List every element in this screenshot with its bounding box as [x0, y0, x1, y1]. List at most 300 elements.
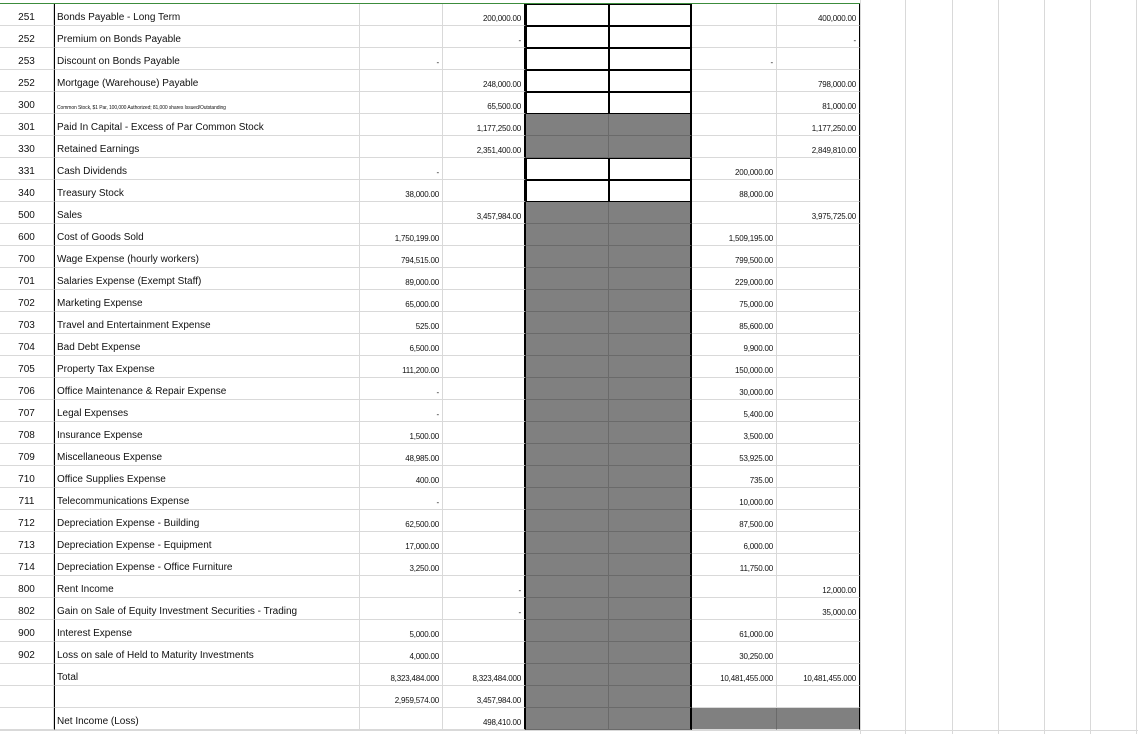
amount-cell-b[interactable]	[360, 334, 443, 356]
amount-cell-c[interactable]	[443, 708, 526, 730]
amount-cell-g[interactable]	[777, 4, 860, 26]
account-description-cell[interactable]	[54, 70, 360, 92]
amount-cell-f[interactable]	[692, 48, 777, 70]
amount-cell-g[interactable]	[777, 422, 860, 444]
amount-cell-d[interactable]	[526, 114, 609, 136]
account-description-cell[interactable]	[54, 114, 360, 136]
amount-cell-g[interactable]	[777, 686, 860, 708]
account-description-cell[interactable]	[54, 268, 360, 290]
amount-cell-e[interactable]	[609, 26, 692, 48]
amount-cell-b[interactable]	[360, 246, 443, 268]
amount-cell-e[interactable]	[609, 642, 692, 664]
amount-cell-f[interactable]	[692, 224, 777, 246]
amount-cell-d[interactable]	[526, 444, 609, 466]
amount-cell-d[interactable]	[526, 510, 609, 532]
amount-cell-f[interactable]	[692, 422, 777, 444]
account-number-cell[interactable]	[0, 312, 54, 334]
amount-cell-c[interactable]	[443, 664, 526, 686]
amount-cell-g[interactable]	[777, 26, 860, 48]
amount-cell-f[interactable]	[692, 598, 777, 620]
amount-cell-f[interactable]	[692, 642, 777, 664]
amount-cell-e[interactable]	[609, 70, 692, 92]
amount-cell-c[interactable]	[443, 378, 526, 400]
amount-cell-g[interactable]	[777, 114, 860, 136]
account-description-cell[interactable]	[54, 708, 360, 730]
amount-cell-e[interactable]	[609, 708, 692, 730]
description-text: Total	[57, 672, 79, 683]
amount-cell-c[interactable]	[443, 114, 526, 136]
amount-cell-g[interactable]	[777, 92, 860, 114]
amount-cell-e[interactable]	[609, 554, 692, 576]
account-text: 900	[18, 628, 35, 639]
amount-cell-e[interactable]	[609, 378, 692, 400]
amount-cell-d[interactable]	[526, 158, 609, 180]
amount-cell-g[interactable]	[777, 312, 860, 334]
amount-cell-f[interactable]	[692, 620, 777, 642]
amount-cell-g[interactable]	[777, 290, 860, 312]
amount-cell-d[interactable]	[526, 422, 609, 444]
account-number-cell[interactable]	[0, 26, 54, 48]
amount-cell-f[interactable]	[692, 4, 777, 26]
amount-cell-b[interactable]	[360, 136, 443, 158]
amount-cell-d[interactable]	[526, 576, 609, 598]
amount-cell-f[interactable]	[692, 554, 777, 576]
account-description-cell[interactable]	[54, 532, 360, 554]
amount-cell-b[interactable]	[360, 488, 443, 510]
account-description-cell[interactable]	[54, 136, 360, 158]
amount-cell-c[interactable]	[443, 686, 526, 708]
amount-cell-g[interactable]	[777, 532, 860, 554]
account-number-cell[interactable]	[0, 180, 54, 202]
table-row	[0, 488, 1138, 510]
amount-cell-d[interactable]	[526, 70, 609, 92]
account-description-cell[interactable]	[54, 312, 360, 334]
amount-cell-b[interactable]	[360, 422, 443, 444]
amount-cell-g[interactable]	[777, 180, 860, 202]
account-description-cell[interactable]	[54, 180, 360, 202]
amount-cell-b[interactable]	[360, 642, 443, 664]
amount-cell-e[interactable]	[609, 510, 692, 532]
amount-cell-f[interactable]	[692, 334, 777, 356]
amount-cell-d[interactable]	[526, 334, 609, 356]
description-text: Telecommunications Expense	[57, 496, 190, 507]
account-text: 703	[18, 320, 35, 331]
amount-cell-g[interactable]	[777, 202, 860, 224]
amount-cell-d[interactable]	[526, 532, 609, 554]
amount-cell-g[interactable]	[777, 334, 860, 356]
amount-cell-g[interactable]	[777, 158, 860, 180]
amount-cell-b[interactable]	[360, 664, 443, 686]
account-number-cell[interactable]	[0, 268, 54, 290]
amount-cell-d[interactable]	[526, 598, 609, 620]
amount-cell-c[interactable]	[443, 290, 526, 312]
account-text: 708	[18, 430, 35, 441]
account-description-cell[interactable]	[54, 466, 360, 488]
amount-text: 38,000.00	[405, 190, 439, 199]
amount-cell-b[interactable]	[360, 180, 443, 202]
amount-cell-b[interactable]	[360, 158, 443, 180]
amount-cell-c[interactable]	[443, 158, 526, 180]
amount-cell-b[interactable]	[360, 620, 443, 642]
amount-text: -	[436, 410, 439, 419]
account-text: 252	[18, 78, 35, 89]
account-description-cell[interactable]	[54, 400, 360, 422]
amount-cell-e[interactable]	[609, 356, 692, 378]
amount-cell-e[interactable]	[609, 422, 692, 444]
account-number-cell[interactable]	[0, 510, 54, 532]
account-text: 705	[18, 364, 35, 375]
account-number-cell[interactable]	[0, 400, 54, 422]
account-number-cell[interactable]	[0, 466, 54, 488]
amount-cell-d[interactable]	[526, 620, 609, 642]
amount-cell-b[interactable]	[360, 576, 443, 598]
amount-cell-g[interactable]	[777, 356, 860, 378]
amount-cell-d[interactable]	[526, 136, 609, 158]
description-text: Legal Expenses	[57, 408, 129, 419]
amount-cell-g[interactable]	[777, 466, 860, 488]
account-number-cell[interactable]	[0, 488, 54, 510]
amount-cell-g[interactable]	[777, 620, 860, 642]
description-text: Retained Earnings	[57, 144, 140, 155]
amount-cell-c[interactable]	[443, 246, 526, 268]
amount-cell-f[interactable]	[692, 246, 777, 268]
amount-text: 400,000.00	[817, 14, 856, 23]
amount-cell-d[interactable]	[526, 642, 609, 664]
amount-cell-c[interactable]	[443, 312, 526, 334]
amount-cell-d[interactable]	[526, 686, 609, 708]
account-description-cell[interactable]	[54, 576, 360, 598]
amount-text: 248,000.00	[482, 80, 521, 89]
account-description-cell[interactable]	[54, 224, 360, 246]
account-number-cell[interactable]	[0, 664, 54, 686]
amount-cell-b[interactable]	[360, 202, 443, 224]
amount-cell-b[interactable]	[360, 48, 443, 70]
amount-cell-c[interactable]	[443, 180, 526, 202]
amount-cell-c[interactable]	[443, 136, 526, 158]
amount-cell-c[interactable]	[443, 334, 526, 356]
amount-cell-b[interactable]	[360, 312, 443, 334]
amount-cell-e[interactable]	[609, 400, 692, 422]
account-description-cell[interactable]	[54, 356, 360, 378]
amount-cell-e[interactable]	[609, 92, 692, 114]
account-description-cell[interactable]	[54, 290, 360, 312]
amount-cell-d[interactable]	[526, 356, 609, 378]
account-number-cell[interactable]	[0, 136, 54, 158]
amount-cell-b[interactable]	[360, 26, 443, 48]
amount-cell-d[interactable]	[526, 48, 609, 70]
amount-cell-c[interactable]	[443, 598, 526, 620]
account-number-cell[interactable]	[0, 620, 54, 642]
amount-cell-f[interactable]	[692, 488, 777, 510]
amount-cell-b[interactable]	[360, 400, 443, 422]
amount-cell-b[interactable]	[360, 290, 443, 312]
amount-cell-e[interactable]	[609, 686, 692, 708]
account-number-cell[interactable]	[0, 708, 54, 730]
account-number-cell[interactable]	[0, 224, 54, 246]
amount-cell-e[interactable]	[609, 246, 692, 268]
amount-cell-g[interactable]	[777, 664, 860, 686]
amount-cell-d[interactable]	[526, 92, 609, 114]
amount-cell-d[interactable]	[526, 488, 609, 510]
amount-cell-c[interactable]	[443, 554, 526, 576]
account-description-cell[interactable]	[54, 334, 360, 356]
account-description-cell[interactable]	[54, 598, 360, 620]
amount-cell-b[interactable]	[360, 224, 443, 246]
account-number-cell[interactable]	[0, 290, 54, 312]
amount-cell-e[interactable]	[609, 466, 692, 488]
account-number-cell[interactable]	[0, 158, 54, 180]
amount-cell-e[interactable]	[609, 224, 692, 246]
amount-cell-f[interactable]	[692, 576, 777, 598]
table-row	[0, 554, 1138, 576]
amount-cell-d[interactable]	[526, 378, 609, 400]
amount-text: -	[518, 36, 521, 45]
amount-cell-c[interactable]	[443, 510, 526, 532]
amount-cell-f[interactable]	[692, 268, 777, 290]
account-description-cell[interactable]	[54, 620, 360, 642]
amount-cell-e[interactable]	[609, 334, 692, 356]
amount-cell-g[interactable]	[777, 48, 860, 70]
amount-cell-d[interactable]	[526, 246, 609, 268]
account-number-cell[interactable]	[0, 70, 54, 92]
amount-cell-f[interactable]	[692, 114, 777, 136]
amount-cell-d[interactable]	[526, 4, 609, 26]
amount-text: 1,177,250.00	[811, 124, 856, 133]
amount-cell-d[interactable]	[526, 664, 609, 686]
amount-cell-f[interactable]	[692, 400, 777, 422]
amount-text: 4,000.00	[409, 652, 439, 661]
amount-text: 3,500.00	[743, 432, 773, 441]
amount-text: 5,400.00	[743, 410, 773, 419]
account-description-cell[interactable]	[54, 26, 360, 48]
amount-cell-c[interactable]	[443, 4, 526, 26]
account-number-cell[interactable]	[0, 444, 54, 466]
account-number-cell[interactable]	[0, 532, 54, 554]
amount-cell-b[interactable]	[360, 268, 443, 290]
amount-cell-f[interactable]	[692, 444, 777, 466]
amount-cell-c[interactable]	[443, 268, 526, 290]
amount-cell-c[interactable]	[443, 620, 526, 642]
account-description-cell[interactable]	[54, 642, 360, 664]
account-text: 709	[18, 452, 35, 463]
amount-cell-f[interactable]	[692, 356, 777, 378]
amount-cell-c[interactable]	[443, 70, 526, 92]
amount-cell-d[interactable]	[526, 224, 609, 246]
amount-cell-b[interactable]	[360, 114, 443, 136]
amount-cell-g[interactable]	[777, 642, 860, 664]
amount-cell-g[interactable]	[777, 576, 860, 598]
amount-cell-e[interactable]	[609, 202, 692, 224]
amount-cell-e[interactable]	[609, 290, 692, 312]
account-number-cell[interactable]	[0, 246, 54, 268]
amount-cell-e[interactable]	[609, 664, 692, 686]
amount-cell-b[interactable]	[360, 598, 443, 620]
amount-cell-b[interactable]	[360, 686, 443, 708]
amount-cell-e[interactable]	[609, 620, 692, 642]
amount-cell-g[interactable]	[777, 488, 860, 510]
amount-cell-f[interactable]	[692, 312, 777, 334]
amount-cell-g[interactable]	[777, 224, 860, 246]
amount-cell-g[interactable]	[777, 268, 860, 290]
amount-cell-f[interactable]	[692, 664, 777, 686]
amount-cell-b[interactable]	[360, 532, 443, 554]
amount-cell-c[interactable]	[443, 224, 526, 246]
account-number-cell[interactable]	[0, 422, 54, 444]
amount-cell-d[interactable]	[526, 180, 609, 202]
amount-cell-f[interactable]	[692, 686, 777, 708]
amount-text: 799,500.00	[734, 256, 773, 265]
amount-cell-e[interactable]	[609, 598, 692, 620]
amount-cell-f[interactable]	[692, 532, 777, 554]
amount-cell-c[interactable]	[443, 48, 526, 70]
amount-cell-f[interactable]	[692, 378, 777, 400]
amount-cell-f[interactable]	[692, 708, 777, 730]
amount-cell-d[interactable]	[526, 290, 609, 312]
table-row	[0, 378, 1138, 400]
amount-cell-c[interactable]	[443, 444, 526, 466]
amount-cell-f[interactable]	[692, 70, 777, 92]
amount-cell-c[interactable]	[443, 202, 526, 224]
amount-cell-e[interactable]	[609, 158, 692, 180]
amount-text: 65,500.00	[487, 102, 521, 111]
account-description-cell[interactable]	[54, 48, 360, 70]
amount-cell-c[interactable]	[443, 576, 526, 598]
account-number-cell[interactable]	[0, 356, 54, 378]
account-number-cell[interactable]	[0, 686, 54, 708]
account-description-cell[interactable]	[54, 444, 360, 466]
amount-text: 11,750.00	[739, 564, 773, 573]
amount-text: -	[436, 168, 439, 177]
amount-cell-b[interactable]	[360, 4, 443, 26]
amount-cell-b[interactable]	[360, 378, 443, 400]
account-text: 340	[18, 188, 35, 199]
account-number-cell[interactable]	[0, 48, 54, 70]
amount-cell-g[interactable]	[777, 510, 860, 532]
amount-cell-c[interactable]	[443, 642, 526, 664]
account-text: 300	[18, 100, 35, 111]
amount-cell-c[interactable]	[443, 532, 526, 554]
amount-cell-c[interactable]	[443, 400, 526, 422]
account-description-cell[interactable]	[54, 554, 360, 576]
amount-cell-d[interactable]	[526, 708, 609, 730]
amount-cell-b[interactable]	[360, 510, 443, 532]
amount-cell-e[interactable]	[609, 48, 692, 70]
account-description-cell[interactable]	[54, 510, 360, 532]
amount-cell-g[interactable]	[777, 598, 860, 620]
amount-cell-g[interactable]	[777, 708, 860, 730]
account-description-cell[interactable]	[54, 488, 360, 510]
amount-text: 8,323,484.000	[472, 674, 521, 683]
amount-cell-f[interactable]	[692, 136, 777, 158]
amount-cell-f[interactable]	[692, 466, 777, 488]
amount-cell-g[interactable]	[777, 400, 860, 422]
amount-cell-g[interactable]	[777, 70, 860, 92]
amount-cell-b[interactable]	[360, 70, 443, 92]
amount-cell-b[interactable]	[360, 356, 443, 378]
amount-cell-e[interactable]	[609, 444, 692, 466]
table-row	[0, 532, 1138, 554]
amount-cell-c[interactable]	[443, 466, 526, 488]
amount-cell-b[interactable]	[360, 92, 443, 114]
description-text: Office Maintenance & Repair Expense	[57, 386, 227, 397]
account-number-cell[interactable]	[0, 4, 54, 26]
account-number-cell[interactable]	[0, 576, 54, 598]
amount-cell-d[interactable]	[526, 554, 609, 576]
amount-cell-b[interactable]	[360, 466, 443, 488]
amount-cell-g[interactable]	[777, 378, 860, 400]
amount-cell-c[interactable]	[443, 356, 526, 378]
account-number-cell[interactable]	[0, 202, 54, 224]
account-number-cell[interactable]	[0, 642, 54, 664]
amount-cell-e[interactable]	[609, 532, 692, 554]
amount-cell-e[interactable]	[609, 114, 692, 136]
amount-cell-e[interactable]	[609, 180, 692, 202]
amount-cell-b[interactable]	[360, 554, 443, 576]
account-number-cell[interactable]	[0, 378, 54, 400]
account-text: 712	[18, 518, 35, 529]
amount-cell-f[interactable]	[692, 180, 777, 202]
amount-cell-c[interactable]	[443, 92, 526, 114]
account-description-cell[interactable]	[54, 202, 360, 224]
account-description-cell[interactable]	[54, 686, 360, 708]
account-number-cell[interactable]	[0, 114, 54, 136]
amount-cell-e[interactable]	[609, 4, 692, 26]
table-row	[0, 180, 1138, 202]
amount-cell-g[interactable]	[777, 444, 860, 466]
amount-cell-c[interactable]	[443, 488, 526, 510]
amount-cell-e[interactable]	[609, 136, 692, 158]
account-number-cell[interactable]	[0, 554, 54, 576]
amount-cell-d[interactable]	[526, 466, 609, 488]
amount-cell-g[interactable]	[777, 554, 860, 576]
amount-cell-b[interactable]	[360, 444, 443, 466]
amount-cell-b[interactable]	[360, 708, 443, 730]
account-number-cell[interactable]	[0, 92, 54, 114]
amount-text: -	[436, 498, 439, 507]
amount-cell-d[interactable]	[526, 202, 609, 224]
amount-cell-f[interactable]	[692, 26, 777, 48]
account-description-cell[interactable]	[54, 378, 360, 400]
account-description-cell[interactable]	[54, 664, 360, 686]
amount-cell-d[interactable]	[526, 26, 609, 48]
amount-cell-g[interactable]	[777, 136, 860, 158]
account-text: 802	[18, 606, 35, 617]
account-number-cell[interactable]	[0, 334, 54, 356]
description-text: Discount on Bonds Payable	[57, 56, 180, 67]
amount-cell-c[interactable]	[443, 422, 526, 444]
amount-cell-e[interactable]	[609, 312, 692, 334]
account-description-cell[interactable]	[54, 158, 360, 180]
account-description-cell[interactable]	[54, 422, 360, 444]
amount-cell-g[interactable]	[777, 246, 860, 268]
amount-cell-e[interactable]	[609, 268, 692, 290]
amount-cell-d[interactable]	[526, 400, 609, 422]
account-description-cell[interactable]	[54, 92, 360, 114]
amount-cell-d[interactable]	[526, 312, 609, 334]
amount-cell-e[interactable]	[609, 576, 692, 598]
amount-cell-d[interactable]	[526, 268, 609, 290]
account-description-cell[interactable]	[54, 246, 360, 268]
amount-cell-f[interactable]	[692, 92, 777, 114]
account-description-cell[interactable]	[54, 4, 360, 26]
amount-cell-f[interactable]	[692, 202, 777, 224]
amount-cell-e[interactable]	[609, 488, 692, 510]
amount-cell-f[interactable]	[692, 510, 777, 532]
amount-cell-f[interactable]	[692, 290, 777, 312]
amount-cell-f[interactable]	[692, 158, 777, 180]
amount-cell-c[interactable]	[443, 26, 526, 48]
account-number-cell[interactable]	[0, 598, 54, 620]
